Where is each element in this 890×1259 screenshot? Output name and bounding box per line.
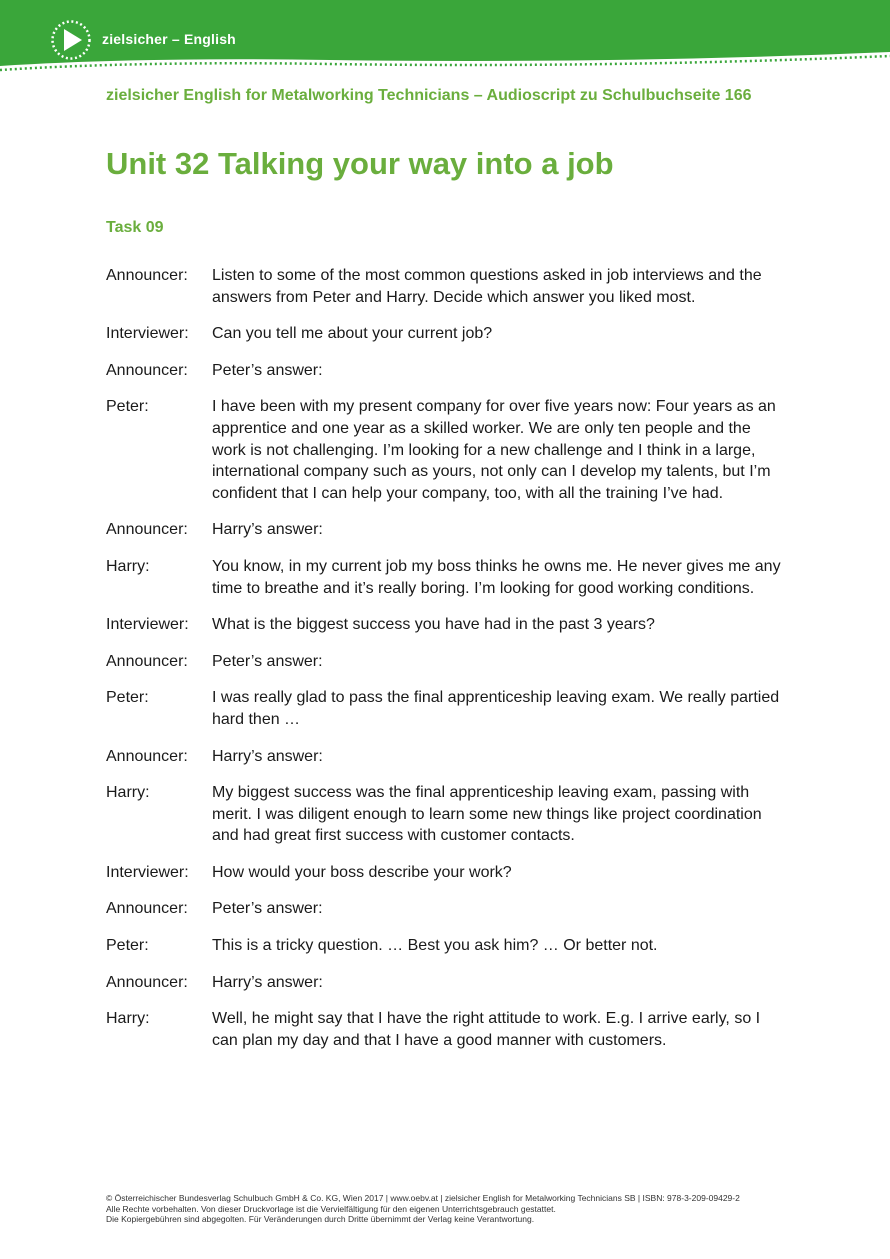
dialogue-line [106, 746, 786, 768]
dialogue-text: I was really glad to pass the final apprenticeship leaving exam. We really partied hard then … [212, 689, 780, 728]
speaker-label: Announcer: [106, 267, 188, 284]
dialogue-text: Harry’s answer: [212, 521, 323, 539]
speaker-label: Peter: [106, 937, 149, 955]
dialogue-script [106, 265, 786, 1066]
footer-line: © Österreichischer Bundesverlag Schulbuch GmbH & Co. KG, Wien 2017 | www.oebv.at | zielsicher English for Metalworking Technicians SB | ISBN: 978-3-209-09429-2 [106, 1193, 740, 1203]
page-title: Unit 32 Talking your way into a job [106, 146, 614, 181]
dialogue-line [106, 935, 786, 957]
dialogue-line [106, 360, 786, 382]
dialogue-text: I have been with my present company for over five years now: Four years as an apprentice and one year as a skilled worker. We are only ten people and the work is not challenging. I’m looking for a new challenge and I think in a large, international company such as yours, not only can I develop my talents, but I’m confident that I can help your company, too, with all the training I’ve had. [212, 398, 776, 502]
speaker-label: Announcer: [106, 521, 188, 539]
dialogue-line [106, 862, 786, 884]
speaker-label: Announcer: [106, 652, 188, 670]
speaker-label: Interviewer: [106, 325, 189, 343]
dialogue-text: What is the biggest success you have had in the past 3 years? [212, 616, 655, 634]
dialogue-text: Peter’s answer: [212, 900, 323, 918]
speaker-label: Harry: [106, 557, 150, 575]
dialogue-line [106, 556, 786, 599]
dialogue-text: This is a tricky question. … Best you ask him? … Or better not. [212, 937, 658, 955]
dialogue-line [106, 972, 786, 994]
dialogue-line [106, 519, 786, 541]
dialogue-line [106, 687, 786, 730]
speaker-label: Peter: [106, 398, 149, 416]
dialogue-text: My biggest success was the final apprenticeship leaving exam, passing with merit. I was diligent enough to learn some new things like project coordination and had great first success with customer contacts. [212, 784, 762, 845]
dialogue-text: Listen to some of the most common questions asked in job interviews and the answers from Peter and Harry. Decide which answer you liked most. [212, 267, 762, 306]
dialogue-line [106, 651, 786, 673]
dialogue-text: Peter’s answer: [212, 652, 323, 670]
task-label: Task 09 [106, 219, 164, 236]
speaker-label: Announcer: [106, 900, 188, 918]
dialogue-line [106, 1008, 786, 1051]
dialogue-line [106, 396, 786, 504]
speaker-label: Announcer: [106, 361, 188, 379]
dialogue-text: Well, he might say that I have the right attitude to work. E.g. I arrive early, so I can plan my day and that I have a good manner with customers. [212, 1010, 761, 1049]
footer-line: Die Kopiergebühren sind abgegolten. Für Veränderungen durch Dritte übernimmt der Verlag keine Verantwortung. [106, 1214, 535, 1224]
dialogue-text: How would your boss describe your work? [212, 863, 512, 881]
speaker-label: Announcer: [106, 747, 188, 765]
dialogue-line [106, 898, 786, 920]
dialogue-text: Harry’s answer: [212, 747, 323, 765]
dialogue-line [106, 782, 786, 847]
dialogue-text: Can you tell me about your current job? [212, 325, 493, 343]
dialogue-line [106, 614, 786, 636]
speaker-label: Harry: [106, 784, 150, 802]
dialogue-line [106, 323, 786, 345]
speaker-label: Harry: [106, 1010, 150, 1028]
copyright-footer [106, 1193, 796, 1225]
speaker-label: Peter: [106, 689, 149, 707]
speaker-label: Announcer: [106, 973, 188, 991]
speaker-label: Interviewer: [106, 616, 189, 634]
dialogue-text: Harry’s answer: [212, 973, 323, 991]
document-subtitle: zielsicher English for Metalworking Technicians – Audioscript zu Schulbuchseite 166 [106, 87, 752, 104]
dialogue-line [106, 265, 786, 308]
dialogue-text: Peter’s answer: [212, 361, 323, 379]
speaker-label: Interviewer: [106, 863, 189, 881]
footer-line: Alle Rechte vorbehalten. Von dieser Druckvorlage ist die Vervielfältigung für den eigenen Unterrichtsgebrauch gestattet. [106, 1203, 556, 1214]
play-logo-icon [50, 19, 92, 61]
brand-name: zielsicher – English [102, 31, 236, 47]
dialogue-text: You know, in my current job my boss thinks he owns me. He never gives me any time to breathe and it’s really boring. I’m looking for good working conditions. [212, 557, 781, 597]
